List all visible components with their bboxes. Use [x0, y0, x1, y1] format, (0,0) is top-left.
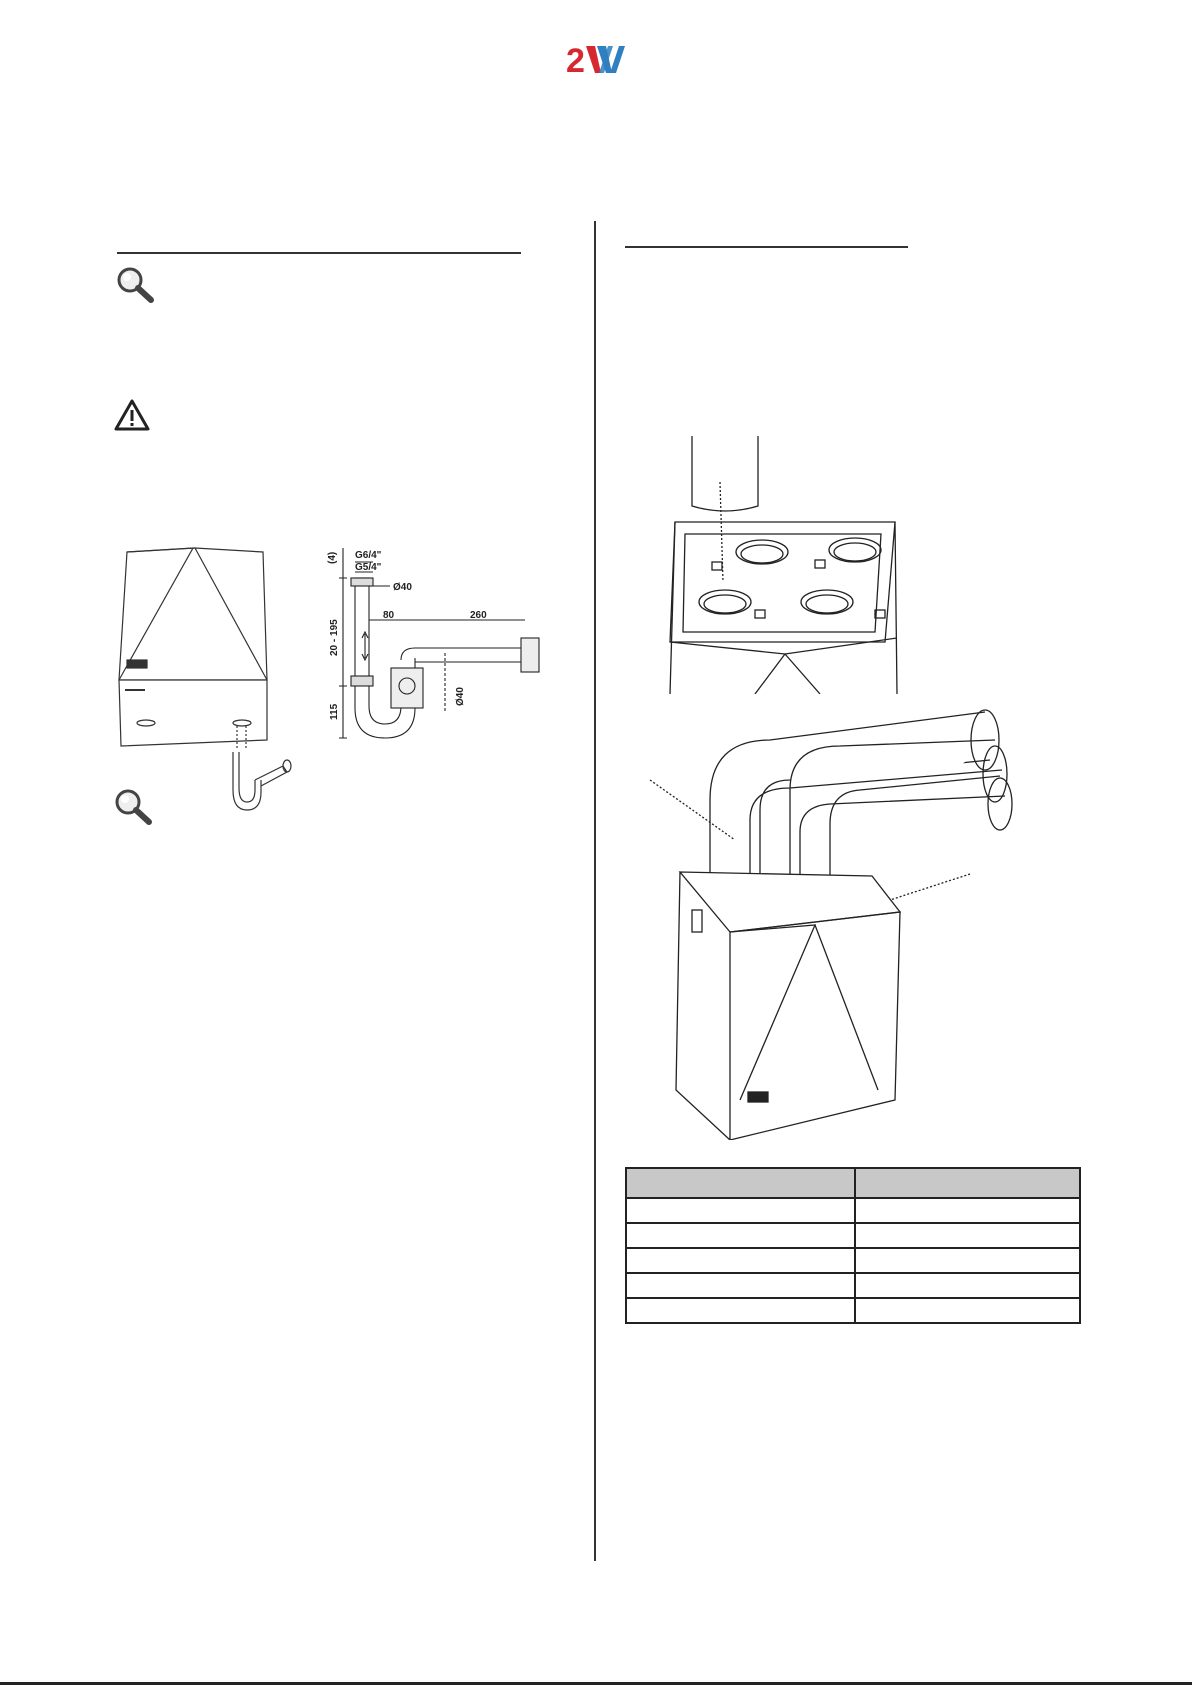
table-header-cell [626, 1168, 855, 1198]
svg-text:2: 2 [566, 42, 585, 76]
section-rule-left [117, 252, 521, 254]
column-divider [594, 221, 596, 1561]
table-row [626, 1198, 1080, 1223]
dim-label: (4) [327, 551, 338, 564]
unit-top-connections-illustration [655, 432, 920, 694]
dim-label: 115 [329, 703, 340, 720]
table-row [626, 1298, 1080, 1323]
table-cell [626, 1273, 855, 1298]
table-row [626, 1248, 1080, 1273]
dim-label: G5/4" [355, 562, 382, 573]
table-cell [626, 1298, 855, 1323]
dim-label: 80 [383, 610, 395, 621]
table-header-cell [855, 1168, 1080, 1198]
dim-label: Ø40 [393, 582, 412, 593]
table-cell [855, 1248, 1080, 1273]
table-row [626, 1223, 1080, 1248]
spec-table [625, 1167, 1081, 1324]
table-row [626, 1273, 1080, 1298]
table-cell [855, 1273, 1080, 1298]
table-cell [855, 1223, 1080, 1248]
section-rule-right [625, 246, 908, 248]
dim-label: G6/4" [355, 550, 382, 561]
unit-with-siphon-illustration [115, 540, 300, 825]
siphon-dimension-drawing [325, 538, 555, 748]
brand-logo [566, 40, 628, 76]
warning-icon [113, 398, 151, 432]
magnifier-icon [113, 265, 159, 305]
table-cell [855, 1298, 1080, 1323]
table-cell [626, 1198, 855, 1223]
table-cell [855, 1198, 1080, 1223]
table-cell [626, 1223, 855, 1248]
table-header-row [626, 1168, 1080, 1198]
dim-label: 260 [470, 610, 487, 621]
dim-label: 20 - 195 [329, 619, 340, 656]
unit-with-ducts-illustration [640, 700, 1020, 1140]
table-cell [626, 1248, 855, 1273]
dim-label: Ø40 [455, 687, 466, 706]
